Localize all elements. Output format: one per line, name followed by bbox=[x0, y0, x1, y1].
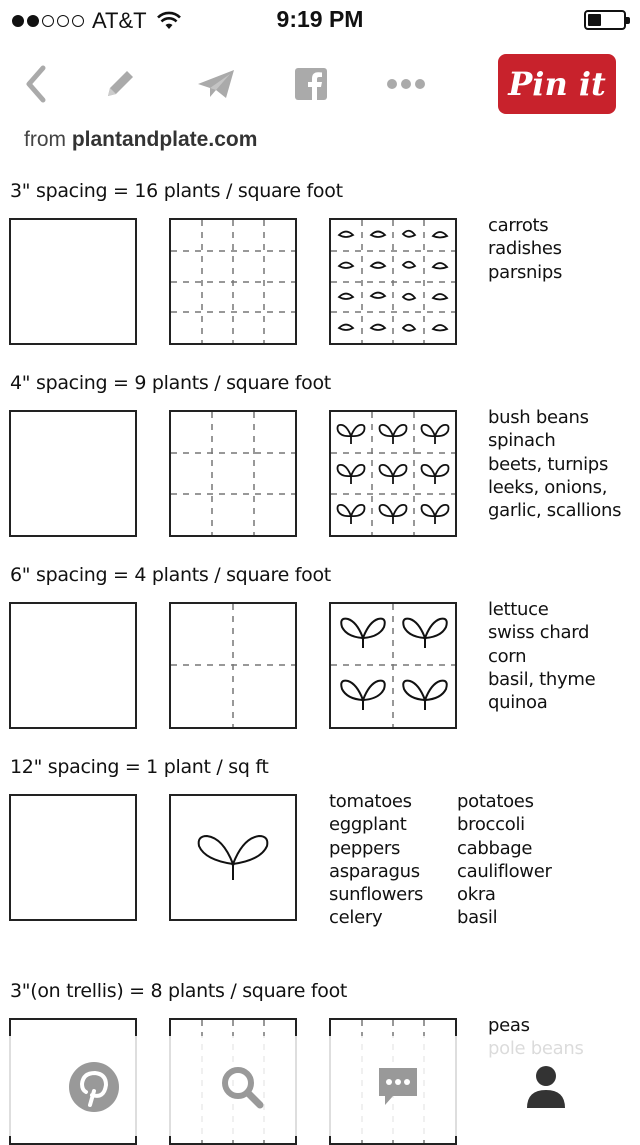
tab-profile[interactable] bbox=[518, 1062, 574, 1112]
empty-square bbox=[9, 218, 137, 345]
plant-name: peppers bbox=[329, 837, 401, 859]
facebook-icon bbox=[294, 67, 328, 101]
section-title: 3"(on trellis) = 8 plants / square foot bbox=[10, 980, 348, 1002]
plant-name: carrots bbox=[488, 215, 549, 236]
source-prefix: from bbox=[24, 128, 66, 151]
grid-square bbox=[169, 218, 297, 345]
chat-icon bbox=[375, 1064, 421, 1110]
grid-4x4 bbox=[171, 220, 295, 343]
tab-home[interactable] bbox=[66, 1062, 122, 1112]
plant-list bbox=[488, 598, 595, 714]
section-title: 3" spacing = 16 plants / square foot bbox=[10, 180, 343, 202]
plant-name: cabbage bbox=[457, 837, 533, 859]
plant-name: radishes bbox=[488, 238, 562, 260]
plant-list bbox=[488, 214, 562, 284]
user-icon bbox=[524, 1064, 568, 1110]
plant-name: sunflowers bbox=[329, 884, 424, 906]
section-title: 6" spacing = 4 plants / square foot bbox=[10, 564, 331, 586]
facebook-share-button[interactable] bbox=[289, 64, 333, 104]
planted-square bbox=[329, 410, 457, 537]
send-button[interactable] bbox=[194, 64, 238, 104]
planted-square bbox=[329, 602, 457, 729]
plant-name: parsnips bbox=[488, 261, 563, 283]
battery-icon bbox=[584, 10, 626, 30]
plant-name: basil, thyme bbox=[488, 668, 596, 690]
planted-square bbox=[329, 218, 457, 345]
tab-search[interactable] bbox=[214, 1062, 270, 1112]
plant-name: peas bbox=[488, 1015, 530, 1036]
plant-name: leeks, onions, bbox=[488, 476, 608, 498]
sprout-grid bbox=[331, 412, 455, 535]
plant-name: potatoes bbox=[457, 791, 534, 812]
grid-square bbox=[169, 602, 297, 729]
sprout-single bbox=[171, 796, 295, 919]
bottom-tab-bar bbox=[0, 1036, 640, 1136]
more-button[interactable] bbox=[384, 64, 428, 104]
grid-3x3 bbox=[171, 412, 295, 535]
planted-square bbox=[169, 794, 297, 921]
plant-name: beets, turnips bbox=[488, 453, 609, 475]
grid-2x2 bbox=[171, 604, 295, 727]
plant-name: okra bbox=[457, 884, 496, 906]
grid-square bbox=[169, 410, 297, 537]
plant-name: asparagus bbox=[329, 860, 420, 882]
tab-messages[interactable] bbox=[370, 1062, 426, 1112]
plant-name: celery bbox=[329, 907, 383, 929]
plant-name: basil bbox=[457, 907, 498, 929]
pin-it-button[interactable]: Pin it bbox=[498, 54, 616, 114]
back-button[interactable] bbox=[14, 64, 58, 104]
plant-name: quinoa bbox=[488, 692, 548, 714]
seed-grid bbox=[331, 220, 455, 343]
search-icon bbox=[218, 1063, 266, 1111]
section-title: 4" spacing = 9 plants / square foot bbox=[10, 372, 331, 394]
plant-name: eggplant bbox=[329, 814, 407, 836]
plant-list-col1 bbox=[329, 790, 423, 930]
empty-square bbox=[9, 410, 137, 537]
plant-name: cauliflower bbox=[457, 860, 552, 882]
plant-name: swiss chard bbox=[488, 622, 590, 644]
plant-name: corn bbox=[488, 645, 527, 667]
plant-name: tomatoes bbox=[329, 791, 412, 812]
plant-name: garlic, scallions bbox=[488, 500, 622, 522]
pin-toolbar bbox=[0, 48, 640, 120]
ellipsis-icon bbox=[386, 78, 426, 90]
pin-image[interactable] bbox=[0, 170, 640, 1040]
edit-button[interactable] bbox=[98, 64, 142, 104]
pencil-icon bbox=[102, 66, 138, 102]
chevron-left-icon bbox=[21, 65, 51, 103]
plant-name: lettuce bbox=[488, 599, 549, 620]
sprout-grid bbox=[331, 604, 455, 727]
pin-source[interactable] bbox=[24, 128, 257, 152]
pinterest-icon bbox=[68, 1061, 120, 1113]
plant-name: broccoli bbox=[457, 814, 525, 836]
status-bar bbox=[0, 0, 640, 40]
plant-list bbox=[488, 406, 621, 522]
empty-square bbox=[9, 602, 137, 729]
paper-plane-icon bbox=[196, 67, 236, 101]
plant-name: spinach bbox=[488, 430, 556, 452]
empty-square bbox=[9, 794, 137, 921]
carrier-label: AT&T bbox=[92, 8, 147, 33]
clock: 9:19 PM bbox=[276, 6, 364, 32]
plant-list-col2 bbox=[457, 790, 552, 930]
section-title: 12" spacing = 1 plant / sq ft bbox=[10, 756, 269, 778]
plant-name: bush beans bbox=[488, 407, 589, 428]
source-domain[interactable]: plantandplate.com bbox=[71, 128, 258, 151]
